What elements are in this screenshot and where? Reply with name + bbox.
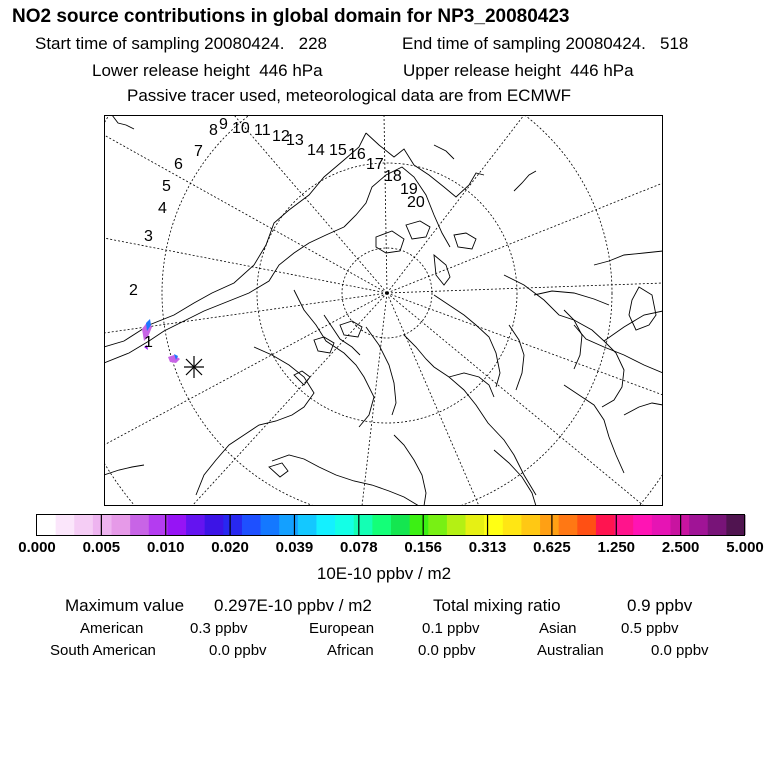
trajectory-time-label: 6 bbox=[174, 156, 183, 173]
trajectory-time-label: 9 bbox=[219, 116, 228, 133]
color-scale-cell bbox=[559, 515, 578, 535]
trajectory-time-label: 12 bbox=[272, 128, 290, 145]
color-scale-cell bbox=[726, 515, 745, 535]
color-scale-tick-label: 5.000 bbox=[726, 539, 764, 556]
region-value: 0.3 ppbv bbox=[190, 620, 248, 637]
color-scale-cell bbox=[596, 515, 615, 535]
region-name: South American bbox=[50, 642, 156, 659]
color-scale-cell bbox=[279, 515, 298, 535]
color-scale-tick-label: 0.313 bbox=[468, 539, 507, 556]
color-scale-cell bbox=[149, 515, 168, 535]
total-mixing-value: 0.9 ppbv bbox=[627, 596, 693, 615]
trajectory-time-label: 4 bbox=[158, 200, 167, 217]
total-mixing-label: Total mixing ratio bbox=[433, 596, 561, 615]
color-scale-cell bbox=[670, 515, 689, 535]
color-scale-cell bbox=[37, 515, 56, 535]
color-scale-cell bbox=[410, 515, 429, 535]
color-scale-tick-label: 0.020 bbox=[211, 539, 249, 556]
trajectory-time-label: 16 bbox=[348, 146, 366, 163]
color-scale-cell bbox=[708, 515, 727, 535]
color-scale-cell bbox=[428, 515, 447, 535]
region-name: Australian bbox=[537, 642, 604, 659]
region-value: 0.5 ppbv bbox=[621, 620, 679, 637]
color-scale-cell bbox=[56, 515, 75, 535]
color-scale bbox=[36, 514, 746, 536]
trajectory-time-label: 3 bbox=[144, 228, 153, 245]
color-scale-cell bbox=[354, 515, 373, 535]
plot-title: NO2 source contributions in global domain for NP3_20080423 bbox=[12, 6, 570, 27]
color-scale-tick-label: 0.010 bbox=[146, 539, 185, 556]
trajectory-time-label: 18 bbox=[384, 168, 402, 185]
trajectory-time-label: 19 bbox=[400, 181, 418, 198]
color-scale-tick-label: 1.250 bbox=[597, 539, 636, 556]
color-scale-cell bbox=[261, 515, 280, 535]
region-value: 0.0 ppbv bbox=[651, 642, 709, 659]
color-scale-tick-label: 0.005 bbox=[82, 539, 121, 556]
color-scale-cell bbox=[447, 515, 466, 535]
color-scale-tick-label: 0.039 bbox=[275, 539, 314, 556]
color-scale-cell bbox=[130, 515, 149, 535]
trajectory-time-label: 11 bbox=[254, 122, 271, 139]
color-scale-cell bbox=[74, 515, 93, 535]
color-scale-cell bbox=[242, 515, 261, 535]
color-scale-cell bbox=[112, 515, 131, 535]
trajectory-time-label: 8 bbox=[209, 122, 218, 139]
trajectory-time-label: 17 bbox=[366, 156, 384, 173]
color-scale-cell bbox=[391, 515, 410, 535]
trajectory-time-label: 14 bbox=[307, 142, 325, 159]
receptor-asterisk-icon bbox=[184, 356, 204, 378]
color-scale-cell bbox=[689, 515, 708, 535]
color-scale-cell bbox=[615, 515, 634, 535]
color-scale-cell bbox=[521, 515, 540, 535]
region-value: 0.0 ppbv bbox=[418, 642, 476, 659]
trajectory-time-label: 7 bbox=[194, 143, 203, 160]
color-scale-cell bbox=[205, 515, 224, 535]
color-scale-cell bbox=[223, 515, 242, 535]
color-scale-cell bbox=[652, 515, 671, 535]
color-scale-tick-label: 0.625 bbox=[533, 539, 571, 556]
region-value: 0.1 ppbv bbox=[422, 620, 480, 637]
trajectory-time-label: 1 bbox=[144, 334, 153, 351]
start-time-label: Start time of sampling 20080424. 228 bbox=[35, 34, 328, 53]
region-name: American bbox=[80, 620, 144, 637]
color-scale-cell bbox=[466, 515, 485, 535]
color-scale-cell bbox=[93, 515, 112, 535]
end-time-label: End time of sampling 20080424. 518 bbox=[402, 34, 689, 53]
tracer-note: Passive tracer used, meteorological data are from ECMWF bbox=[127, 86, 572, 105]
color-scale-cell bbox=[186, 515, 205, 535]
color-scale-cell bbox=[167, 515, 186, 535]
max-value: 0.297E-10 ppbv / m2 bbox=[214, 596, 372, 615]
color-scale-cell bbox=[298, 515, 317, 535]
max-value-label: Maximum value bbox=[65, 596, 185, 615]
trajectory-time-label: 10 bbox=[232, 120, 250, 137]
color-scale-cell bbox=[540, 515, 559, 535]
color-scale-tick-label: 0.156 bbox=[404, 539, 442, 556]
trajectory-time-label: 15 bbox=[329, 142, 347, 159]
color-scale-cell bbox=[633, 515, 652, 535]
polar-map bbox=[104, 115, 663, 506]
color-scale-cell bbox=[316, 515, 335, 535]
trajectory-time-label: 13 bbox=[286, 132, 304, 149]
color-scale-cell bbox=[335, 515, 354, 535]
color-scale-tick-label: 0.078 bbox=[340, 539, 378, 556]
lower-height-label: Lower release height 446 hPa bbox=[92, 61, 323, 80]
region-name: Asian bbox=[539, 620, 577, 637]
color-scale-units: 10E-10 ppbv / m2 bbox=[316, 564, 452, 583]
upper-height-label: Upper release height 446 hPa bbox=[403, 61, 634, 80]
color-scale-tick-label: 0.000 bbox=[18, 539, 56, 556]
region-value: 0.0 ppbv bbox=[209, 642, 267, 659]
color-scale-tick-label: 2.500 bbox=[661, 539, 700, 556]
region-name: European bbox=[309, 620, 375, 637]
trajectory-time-label: 5 bbox=[162, 178, 171, 195]
region-name: African bbox=[327, 642, 374, 659]
color-scale-cell bbox=[577, 515, 596, 535]
color-scale-cell bbox=[372, 515, 391, 535]
color-scale-cell bbox=[503, 515, 522, 535]
trajectory-time-label: 20 bbox=[407, 194, 425, 211]
trajectory-time-label: 2 bbox=[129, 282, 138, 299]
